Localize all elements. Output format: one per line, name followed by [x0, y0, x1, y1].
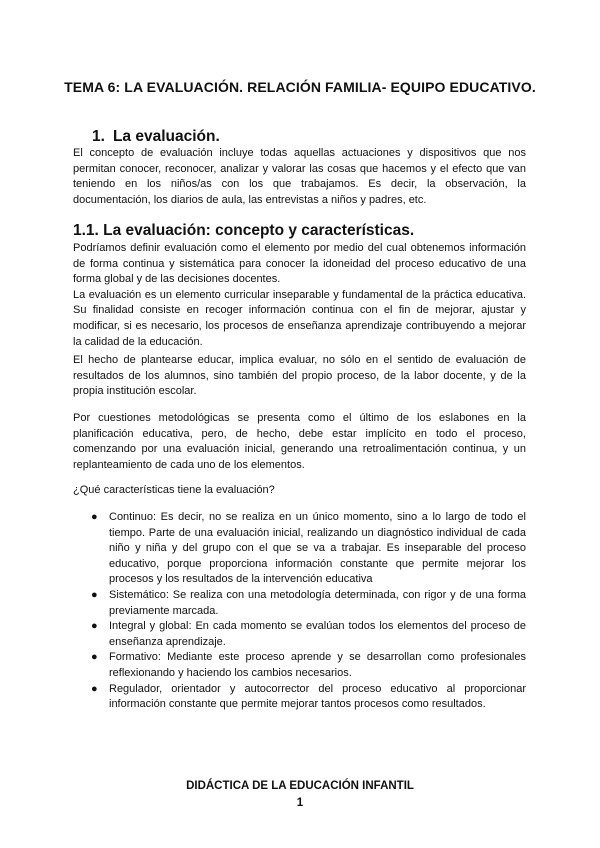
section-paragraph: El concepto de evaluación incluye todas aquellas actuaciones y dispositivos que nos permitan conocer, reconocer, analizar y valorar las cosas que hacemos y el efecto que van teniendo en los niños/as con los que trabajamos. Es decir, la observación, la documentación, los diarios de aula, las entrevistas a niños y padres, etc.: [73, 147, 526, 206]
section-number: 1.: [92, 128, 105, 145]
paragraph-definition-b: La evaluación es un elemento curricular inseparable y fundamental de la práctica educativa. Su finalidad consiste en recoger información continua con el fin de mejorar, ajustar y modificar, si es necesario, los procesos de enseñanza aprendizaje contribuyendo a mejorar la calidad de la educación.: [73, 288, 526, 348]
question-line: ¿Qué características tiene la evaluación?: [73, 484, 275, 496]
section-heading-text: La evaluación.: [112, 128, 220, 145]
bullet-icon: ●: [91, 588, 98, 601]
list-item-text: Regulador, orientador y autocorrector del proceso educativo al proporcionar información constante que permite mejorar tantos procesos como resultados.: [109, 682, 526, 711]
list-item: [73, 510, 526, 588]
list-item-text: Continuo: Es decir, no se realiza en un único momento, sino a lo largo de todo el tiempo. Parte de una evaluación inicial, realizando un diagnóstico individual de cada niño y niña y del grupo con el que se va a trabajar. Es inseparable del proceso educativo, porque proporciona información constante que permite mejorar los procesos y los resultados de la intervención educativa: [109, 511, 526, 586]
list-item: [73, 588, 526, 619]
footer-subject: DIDÁCTICA DE LA EDUCACIÓN INFANTIL: [186, 780, 414, 792]
bullet-icon: ●: [91, 651, 98, 664]
paragraph-definition: [73, 241, 526, 350]
list-item: [73, 682, 526, 713]
paragraph-educar: El hecho de plantearse educar, implica evaluar, no sólo en el sentido de evaluación de resultados de los alumnos, sino también del propio proceso, de la labor docente, y de la propia institución escolar.: [73, 354, 526, 398]
subsection-heading: 1.1. La evaluación: concepto y características.: [73, 222, 415, 239]
section-heading: [92, 128, 220, 146]
list-item: [73, 619, 526, 650]
document-title: TEMA 6: LA EVALUACIÓN. RELACIÓN FAMILIA- EQUIPO EDUCATIVO.: [64, 79, 536, 95]
paragraph-definition-a: Podríamos definir evaluación como el elemento por medio del cual obtenemos información de forma continua y sistemática para conocer la idoneidad del proceso educativo de una forma global y de las decisiones docentes.: [73, 242, 526, 286]
list-item: [73, 650, 526, 681]
bullet-icon: ●: [91, 620, 98, 633]
page-footer: [60, 778, 540, 812]
list-item-text: Formativo: Mediante este proceso aprende y se desarrollan como profesionales reflexionando y haciendo los cambios necesarios.: [109, 651, 526, 679]
page-number: 1: [296, 797, 304, 809]
list-item-text: Integral y global: En cada momento se evalúan todos los elementos del proceso de enseñanza aprendizaje.: [109, 620, 526, 648]
bullet-icon: ●: [91, 682, 98, 695]
paragraph-metodologia: Por cuestiones metodológicas se presenta como el último de los eslabones en la planificación educativa, pero, de hecho, debe estar implícito en todo el proceso, comenzando por una evaluación inicial, generando una retroalimentación continua, y un replanteamiento de cada uno de los elementos.: [73, 412, 526, 471]
characteristics-list: [73, 510, 526, 713]
list-item-text: Sistemático: Se realiza con una metodología determinada, con rigor y de una forma previamente marcada.: [109, 588, 526, 617]
bullet-icon: ●: [91, 511, 98, 523]
